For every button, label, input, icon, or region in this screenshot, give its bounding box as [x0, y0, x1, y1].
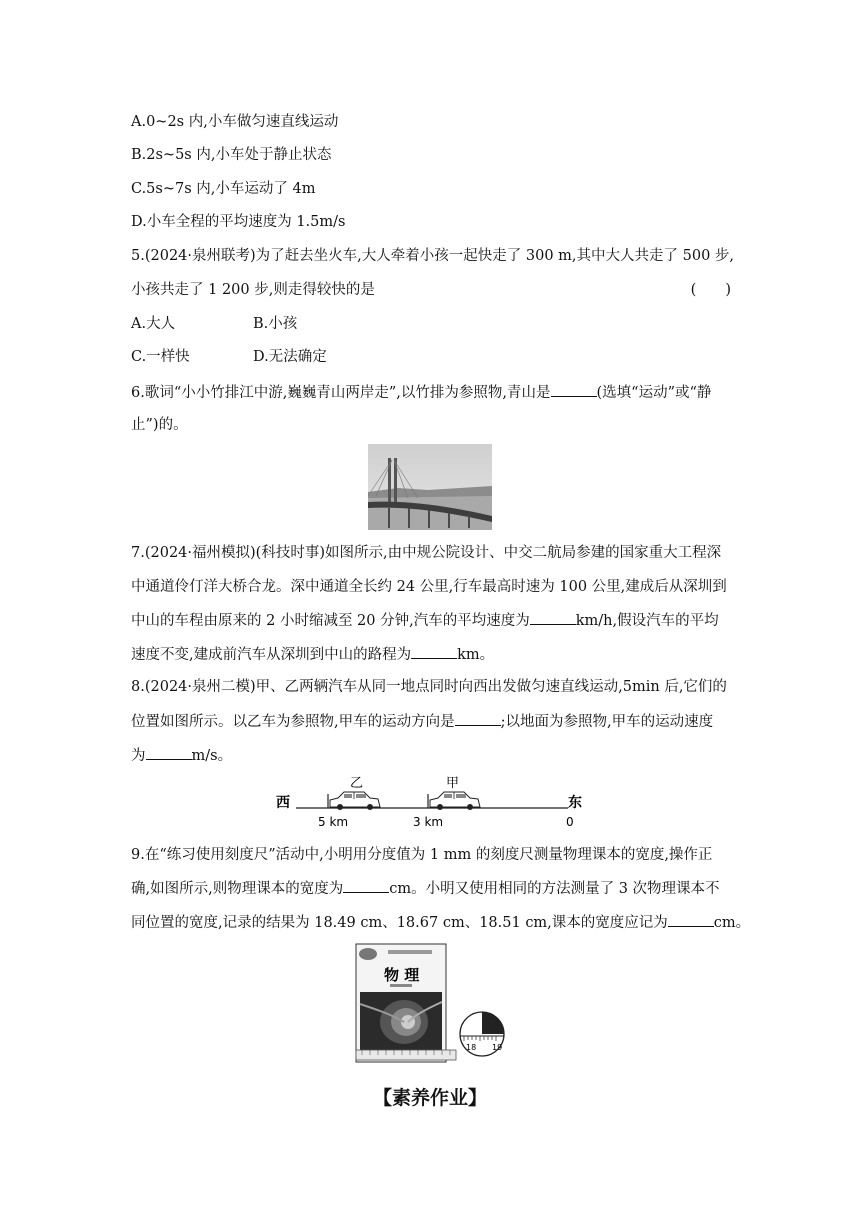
q7-stem-line1: 7.(2024·福州模拟)(科技时事)如图所示,由中规公院设计、中交二航局参建的国家重大工程深: [131, 545, 722, 561]
car-yi-label: 乙: [350, 776, 364, 791]
west-label: 西: [276, 795, 290, 811]
mark-3km-label: 3 km: [413, 815, 444, 829]
q8-text-b: ;以地面为参照物,甲车的运动速度: [500, 714, 714, 730]
bridge-photo: [368, 444, 492, 530]
q5-option-b: B.小孩: [253, 316, 298, 332]
q5-options-row2: [131, 347, 731, 367]
q7-stem-line2: 中通道伶仃洋大桥合龙。深中通道全长约 24 公里,行车最高时速为 100 公里,建成后从深圳到: [131, 579, 727, 595]
q9-text-b: cm。小明又使用相同的方法测量了 3 次物理课本不: [389, 881, 720, 897]
q9-stem-line3: [131, 912, 751, 933]
book-title: 物 理: [384, 966, 420, 984]
q7-text-d: km。: [457, 647, 495, 663]
q4-option-d: D.小车全程的平均速度为 1.5m/s: [131, 214, 346, 230]
q7-text-c: 速度不变,建成前汽车从深圳到中山的路程为: [131, 647, 412, 663]
q9-blank-width[interactable]: [343, 878, 389, 893]
ruler-mark-18: 18: [466, 1043, 477, 1052]
q9-stem-line1: 9.在“练习使用刻度尺”活动中,小明用分度值为 1 mm 的刻度尺测量物理课本的宽度,操作正: [131, 847, 713, 863]
q9-text-a: 确,如图所示,则物理课本的宽度为: [131, 881, 344, 897]
q6-blank[interactable]: [551, 382, 597, 397]
q7-blank-distance[interactable]: [411, 644, 457, 659]
q5-options-row1: [131, 314, 731, 334]
q5-option-c: C.一样快: [131, 349, 190, 365]
q7-stem-line4: [131, 644, 731, 665]
q5-stem-text: 小孩共走了 1 200 步,则走得较快的是: [131, 282, 375, 298]
q8-text-d: m/s。: [191, 748, 233, 764]
q8-text-a: 位置如图所示。以乙车为参照物,甲车的运动方向是: [131, 714, 455, 730]
q8-text-c: 为: [131, 748, 146, 764]
car-jia-label: 甲: [446, 776, 460, 791]
q7-text-a: 中山的车程由原来的 2 小时缩减至 20 分钟,汽车的平均速度为: [131, 613, 530, 629]
east-label: 东: [568, 795, 582, 811]
mark-5km-label: 5 km: [318, 815, 349, 829]
q5-stem-line1: 5.(2024·泉州联考)为了赶去坐火车,大人牵着小孩一起快走了 300 m,其中大人共走了 500 步,: [131, 248, 735, 264]
q6-text-a: 6.歌词“小小竹排江中游,巍巍青山两岸走”,以竹排为参照物,青山是: [131, 385, 551, 401]
q8-stem-line3: [131, 745, 731, 766]
section-heading: 【素养作业】: [372, 1087, 487, 1109]
q9-blank-average[interactable]: [668, 912, 714, 927]
q5-option-d: D.无法确定: [253, 349, 327, 365]
q6-stem-line1: [131, 382, 731, 403]
textbook-ruler-figure: [354, 942, 510, 1066]
q4-option-a: A.0~2s 内,小车做匀速直线运动: [131, 114, 339, 130]
ruler-strip: [356, 1050, 456, 1060]
q9-text-d: cm。: [713, 915, 751, 931]
q8-stem-line2: [131, 711, 731, 732]
q7-blank-speed[interactable]: [530, 610, 576, 625]
q9-text-c: 同位置的宽度,记录的结果为 18.49 cm、18.67 cm、18.51 cm,课本的宽度应记为: [131, 915, 668, 931]
car-yi: [330, 792, 380, 810]
q6-text-b: (选填“运动”或“静: [596, 385, 712, 401]
cars-position-diagram: [270, 772, 590, 832]
ruler-mark-19: 19: [492, 1043, 503, 1052]
q8-blank-speed[interactable]: [146, 745, 192, 760]
q5-stem-line2: [131, 280, 731, 300]
car-jia: [430, 792, 480, 810]
q5-answer-paren: ( ): [690, 282, 731, 298]
q9-stem-line2: [131, 878, 731, 899]
q7-stem-line3: [131, 610, 731, 631]
q4-option-c: C.5s~7s 内,小车运动了 4m: [131, 181, 316, 197]
q5-option-a: A.大人: [131, 316, 176, 332]
q7-text-b: km/h,假设汽车的平均: [575, 613, 719, 629]
mark-0-label: 0: [566, 815, 574, 829]
q8-blank-direction[interactable]: [455, 711, 501, 726]
q4-option-b: B.2s~5s 内,小车处于静止状态: [131, 147, 332, 163]
q6-stem-line2: 止”)的。: [131, 417, 188, 433]
q8-stem-line1: 8.(2024·泉州二模)甲、乙两辆汽车从同一地点同时向西出发做匀速直线运动,5min 后,它们的: [131, 679, 727, 695]
